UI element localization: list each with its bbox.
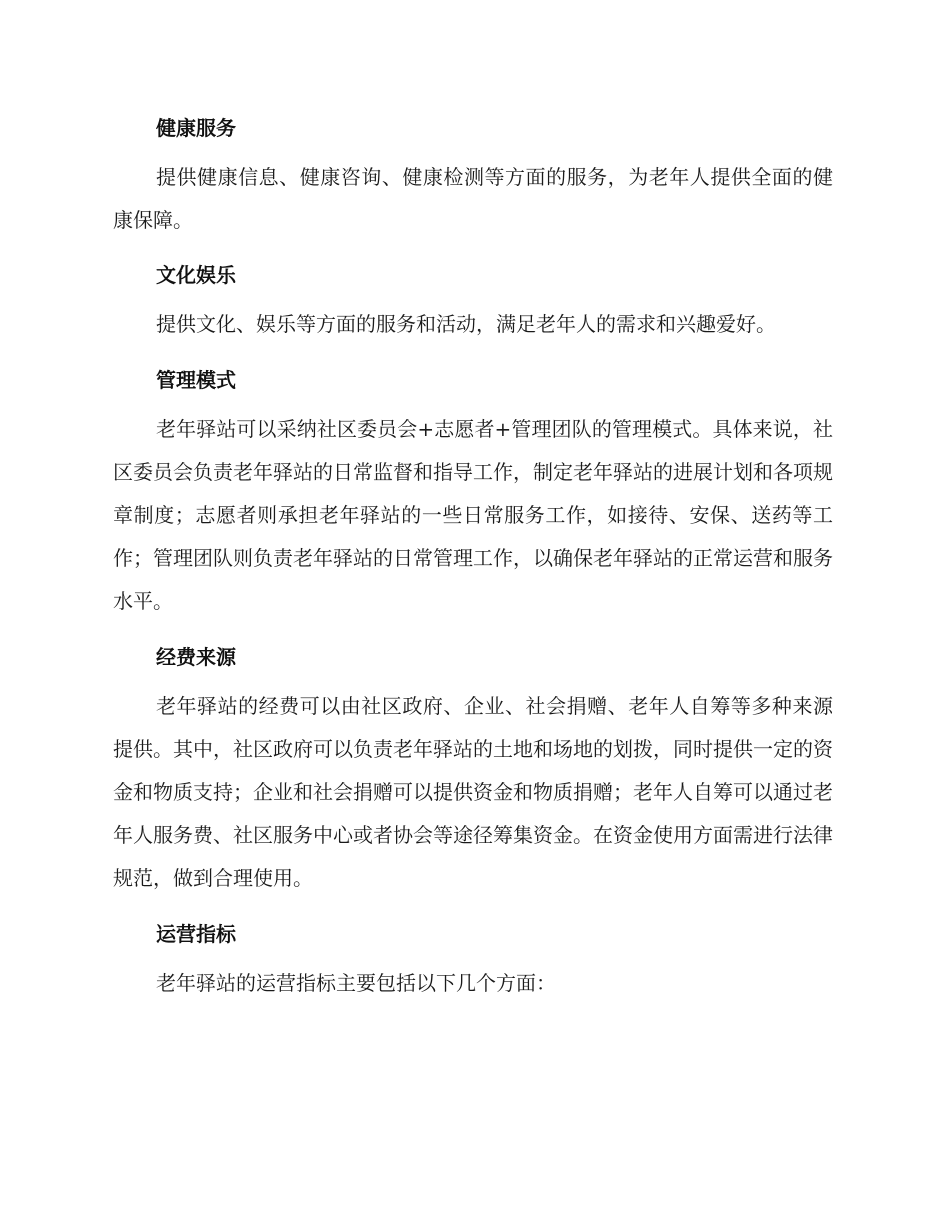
section-heading-management-mode: 管理模式	[156, 368, 236, 392]
section-heading-operating-indicators: 运营指标	[156, 922, 236, 946]
section-paragraph-culture-entertainment: 提供文化、娱乐等方面的服务和活动，满足老年人的需求和兴趣爱好。	[156, 312, 776, 336]
section-heading-culture-entertainment: 文化娱乐	[156, 263, 236, 287]
section-paragraph-management-mode: 老年驿站可以采纳社区委员会+志愿者+管理团队的管理模式。具体来说，社区委员会负责老年驿站的日常监督和指导工作，制定老年驿站的进展计划和各项规章制度；志愿者则承担老年驿站的一些日常服务工作，如接待、安保、送药等工作；管理团队则负责老年驿站的日常管理工作，以确保老年驿站的正常运营和服务水平。	[113, 417, 833, 613]
section-paragraph-funding-sources: 老年驿站的经费可以由社区政府、企业、社会捐赠、老年人自筹等多种来源提供。其中，社区政府可以负责老年驿站的土地和场地的划拨，同时提供一定的资金和物质支持；企业和社会捐赠可以提供资金和物质捐赠；老年人自筹可以通过老年人服务费、社区服务中心或者协会等途径筹集资金。在资金使用方面需进行法律规范，做到合理使用。	[113, 694, 833, 890]
section-heading-health-services: 健康服务	[156, 116, 236, 140]
document-body	[113, 108, 833, 1019]
section-heading-funding-sources: 经费来源	[156, 645, 236, 669]
section-paragraph-operating-indicators: 老年驿站的运营指标主要包括以下几个方面：	[156, 971, 556, 995]
section-paragraph-health-services: 提供健康信息、健康咨询、健康检测等方面的服务，为老年人提供全面的健康保障。	[113, 165, 833, 232]
